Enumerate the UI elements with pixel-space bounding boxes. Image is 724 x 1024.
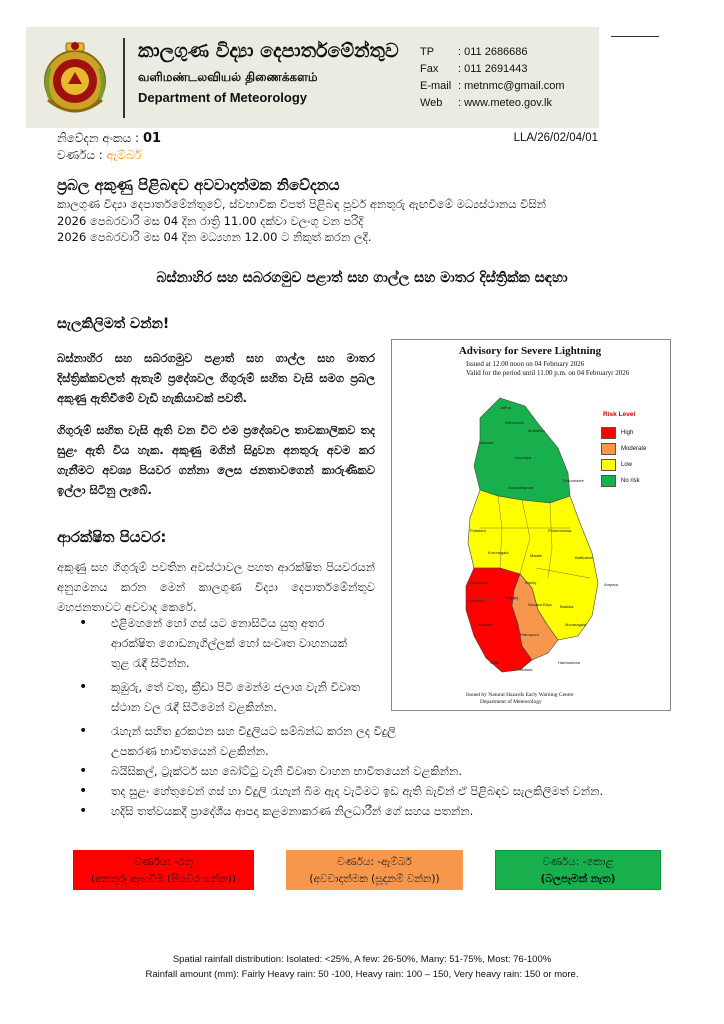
paragraph-2: ගිගුරුම් සහිත වැසි ඇති වන විට එම ප්‍රදේශවල තාවකාලිකව තද සුළං ඇති විය හැක. අකුණු මගින් සිදුවන අනතුරු අවම කර ගැනීමට අවශ්‍ය පියවර ගන්නා ලෙස ජනතාවගෙන් කාරුණිකව ඉල්ලා සිටිනු ලැබේ. [57,423,375,497]
intro-line: 2026 පෙබරවාරි මස 04 දින රාත්‍රි 11.00 දක්වා වලංගු වන පරිදි [57,213,364,228]
legend-item-low [601,457,646,473]
notice-level-value: ඇම්බර් [106,148,142,162]
district-label: Hambantota [558,660,580,665]
contact-label: E-mail [420,80,452,92]
map-legend [601,425,646,489]
legend-label: Moderate [621,446,647,452]
legend-item-moderate [601,441,646,457]
map-valid-line: Valid for the period until 11.00 p.m. on 04 Februaryr 2026 [466,369,630,377]
district-label: Kandy [525,580,537,585]
email-link[interactable]: : metnmc@gmail.com [458,80,565,92]
notice-number [57,131,161,146]
district-label: Colombo [468,598,485,603]
district-label: Ampara [604,582,619,587]
list-item: • රැහැන් සහිත දුරකථන සහ විදුලියට සම්බන්ධ කරන ලද විදුලි උපකරණ භාවිතයෙන් වළකින්න. [57,721,431,761]
district-label: Mannar [480,440,494,445]
dept-name-tamil: வளிமண்டலவியல் திணைக்களம் [138,70,318,84]
district-label: Jaffna [500,405,511,410]
district-label: Nuwara Eliya [528,602,552,607]
list-item: • එළිමහනේ හෝ ගස් යට නොසිටිය යුතු අතර ආරක්ෂිත ගොඩනැගිල්ලක් හෝ සංවෘත වාහනයක් තුළ රැඳී සිටින්න. [57,613,365,673]
district-label: Mullaitivu [528,428,545,433]
map-issued-text [466,360,629,378]
contact-fax [420,61,565,78]
dept-name-english: Department of Meteorology [138,90,308,105]
district-label: Galle [490,660,500,665]
district-label: Polonnaruwa [548,528,572,533]
level-line: (අවවාදාත්මක (සූදානම් වන්න)) [309,873,440,885]
contact-web [420,95,565,112]
sri-lanka-emblem-icon [36,38,114,120]
district-label: Badulla [560,604,574,609]
precautions-heading: ආරක්ෂිත පියවර: [57,528,167,546]
paragraph-1: බස්නාහිර සහ සබරගමුව පළාත් සහ ගාල්ල සහ මාතර දිස්ත්‍රික්කවලත් ඇතැම් ප්‍රදේශවල ගිගුරුම් සහිත වැසි සමග ප්‍රබල අකුණු ඇතිවීමේ වැඩි හැකියාවක් පවතී. [57,351,375,405]
map-issued-line: Issued at 12.00 noon on 04 February 2026 [466,360,585,368]
header-divider [123,38,125,118]
district-label: Kegalle [505,595,519,600]
dept-name-sinhala: කාලගුණ විද්‍යා දෙපාර්තමේන්තුව [138,40,399,62]
notice-title: ප්‍රබල අකුණු පිළිබඳව අවවාදාත්මක නිවේදනය [57,176,340,194]
contact-label: TP [420,46,435,58]
level-line: වර්ණය: -කොළ [542,856,614,868]
district-label: Anuradhapura [508,485,534,490]
notice-number-label: නිවේදන අංකය : [57,131,140,145]
contact-value: : 011 2691443 [458,63,528,75]
district-label: Matara [520,667,533,672]
district-label: Kalutara [478,622,493,627]
level-box-green [495,850,661,890]
legend-swatch [601,443,616,455]
district-label: Monaragala [565,622,587,627]
reference-number: LLA/26/02/04/01 [513,132,598,144]
level-line: (අනතුරු ඇඟවීම (පියවර ගන්න)) [91,873,236,885]
notice-level-label: වර්ණය : [57,148,103,162]
level-box-red [73,850,254,890]
legend-label: High [621,430,634,436]
list-item: • කුඹුරු, තේ වතු, ක්‍රීඩා පිටි මෙන්ම ජලාශ වැනි විවෘත ස්ථාන වල රැඳී සිටීමෙන් වළකින්න. [57,677,365,717]
district-label: Ratnapura [520,632,539,637]
legend-swatch [601,427,616,439]
precautions-intro: අකුණු සහ ගිගුරුම් පවතින අවස්ථාවල පහත ආරක්ෂිත පියවරයන් අනුගමනය කරන මෙන් කාලගුණ විද්‍යා දෙපාර්තමේන්තුව මහජනතාවට අවවාද කෙරේ. [57,560,375,614]
intro-text [57,196,667,246]
legend-swatch [601,475,616,487]
contact-email [420,78,565,95]
web-link[interactable]: : www.meteo.gov.lk [458,97,552,109]
level-line: (බලපෑමක් නැත) [540,873,616,885]
list-item: • තද සුළං හේතුවෙන් ගස් හා විදුලි රැහැන් බිම ඇද වැටීමට ඉඩ ඇති බැවින් ඒ පිළිබඳව සැලකිලිමත් වන්න. [57,781,697,801]
be-alert-heading: සැලකිලිමත් වන්න! [57,316,170,332]
precautions-list [57,613,697,821]
district-label: Kilinochchi [505,420,525,425]
level-line: වර්ණය: -රතු [134,856,193,868]
top-rule [611,36,659,37]
map-credit-line: Department of Meteorology [480,699,542,705]
legend-label: Low [621,462,633,468]
map-title: Advisory for Severe Lightning [458,345,602,357]
legend-title: Risk Level [603,411,636,418]
footer-line-2: Rainfall amount (mm): Fairly Heavy rain: 50 -100, Heavy rain: 100 – 150, Very heavy rain: 150 or more. [145,969,579,980]
legend-item-high [601,425,646,441]
level-line: වර්ණය: -ඇම්බර් [337,856,412,868]
district-label: Kurunegala [488,550,509,555]
legend-label: No risk [621,478,640,484]
district-label: Vavuniya [515,455,532,460]
contact-label: Web [420,97,443,109]
notice-level [57,148,142,163]
intro-line: කාලගුණ විද්‍යා දෙපාර්තමේන්තුවේ, ස්වභාවික විපත් පිළිබඳ පූර්ව අනතුරු ඇඟවීමේ මධ්‍යස්ථානය විසින් [57,197,547,211]
legend-swatch [601,459,616,471]
district-label: Batticaloa [575,555,593,560]
level-box-amber [286,850,463,890]
district-label: Trincomalee [562,478,584,483]
footer-line-1: Spatial rainfall distribution: Isolated: <25%, A few: 26-50%, Many: 51-75%, Most: 76-100% [172,954,552,965]
list-item: • බයිසිකල්, ට්‍රැක්ටර් සහ බෝට්ටු වැනි විවෘත වාහන භාවිතයෙන් වළකින්න. [57,761,697,781]
contact-label: Fax [420,63,439,75]
legend-item-norisk [601,473,646,489]
district-label: Puttalam [470,528,486,533]
list-item: • හදිසි තත්වයකදී ප්‍රාදේශීය ආපදා කළමනාකරණ නිලධාරීන් ගේ සහය පතන්න. [57,801,697,821]
contact-block [420,44,565,112]
map-credit-line: Issued by Natural Hazards Early Warning Centre [466,692,574,698]
contact-tp [420,44,565,61]
notice-number-value: 01 [142,131,162,146]
district-label: Gampaha [470,580,488,585]
contact-value: : 011 2686686 [458,46,528,58]
intro-line: 2026 පෙබරවාරි මස 04 දින මධ්‍යහන 12.00 ට නිකුත් කරන ලදී. [57,230,372,244]
region-heading: බස්නාහිර සහ සබරගමුව පළාත් සහ ගාල්ල සහ මාතර දිස්ත්‍රික්ක සඳහා [156,270,568,286]
district-label: Matale [530,553,543,558]
